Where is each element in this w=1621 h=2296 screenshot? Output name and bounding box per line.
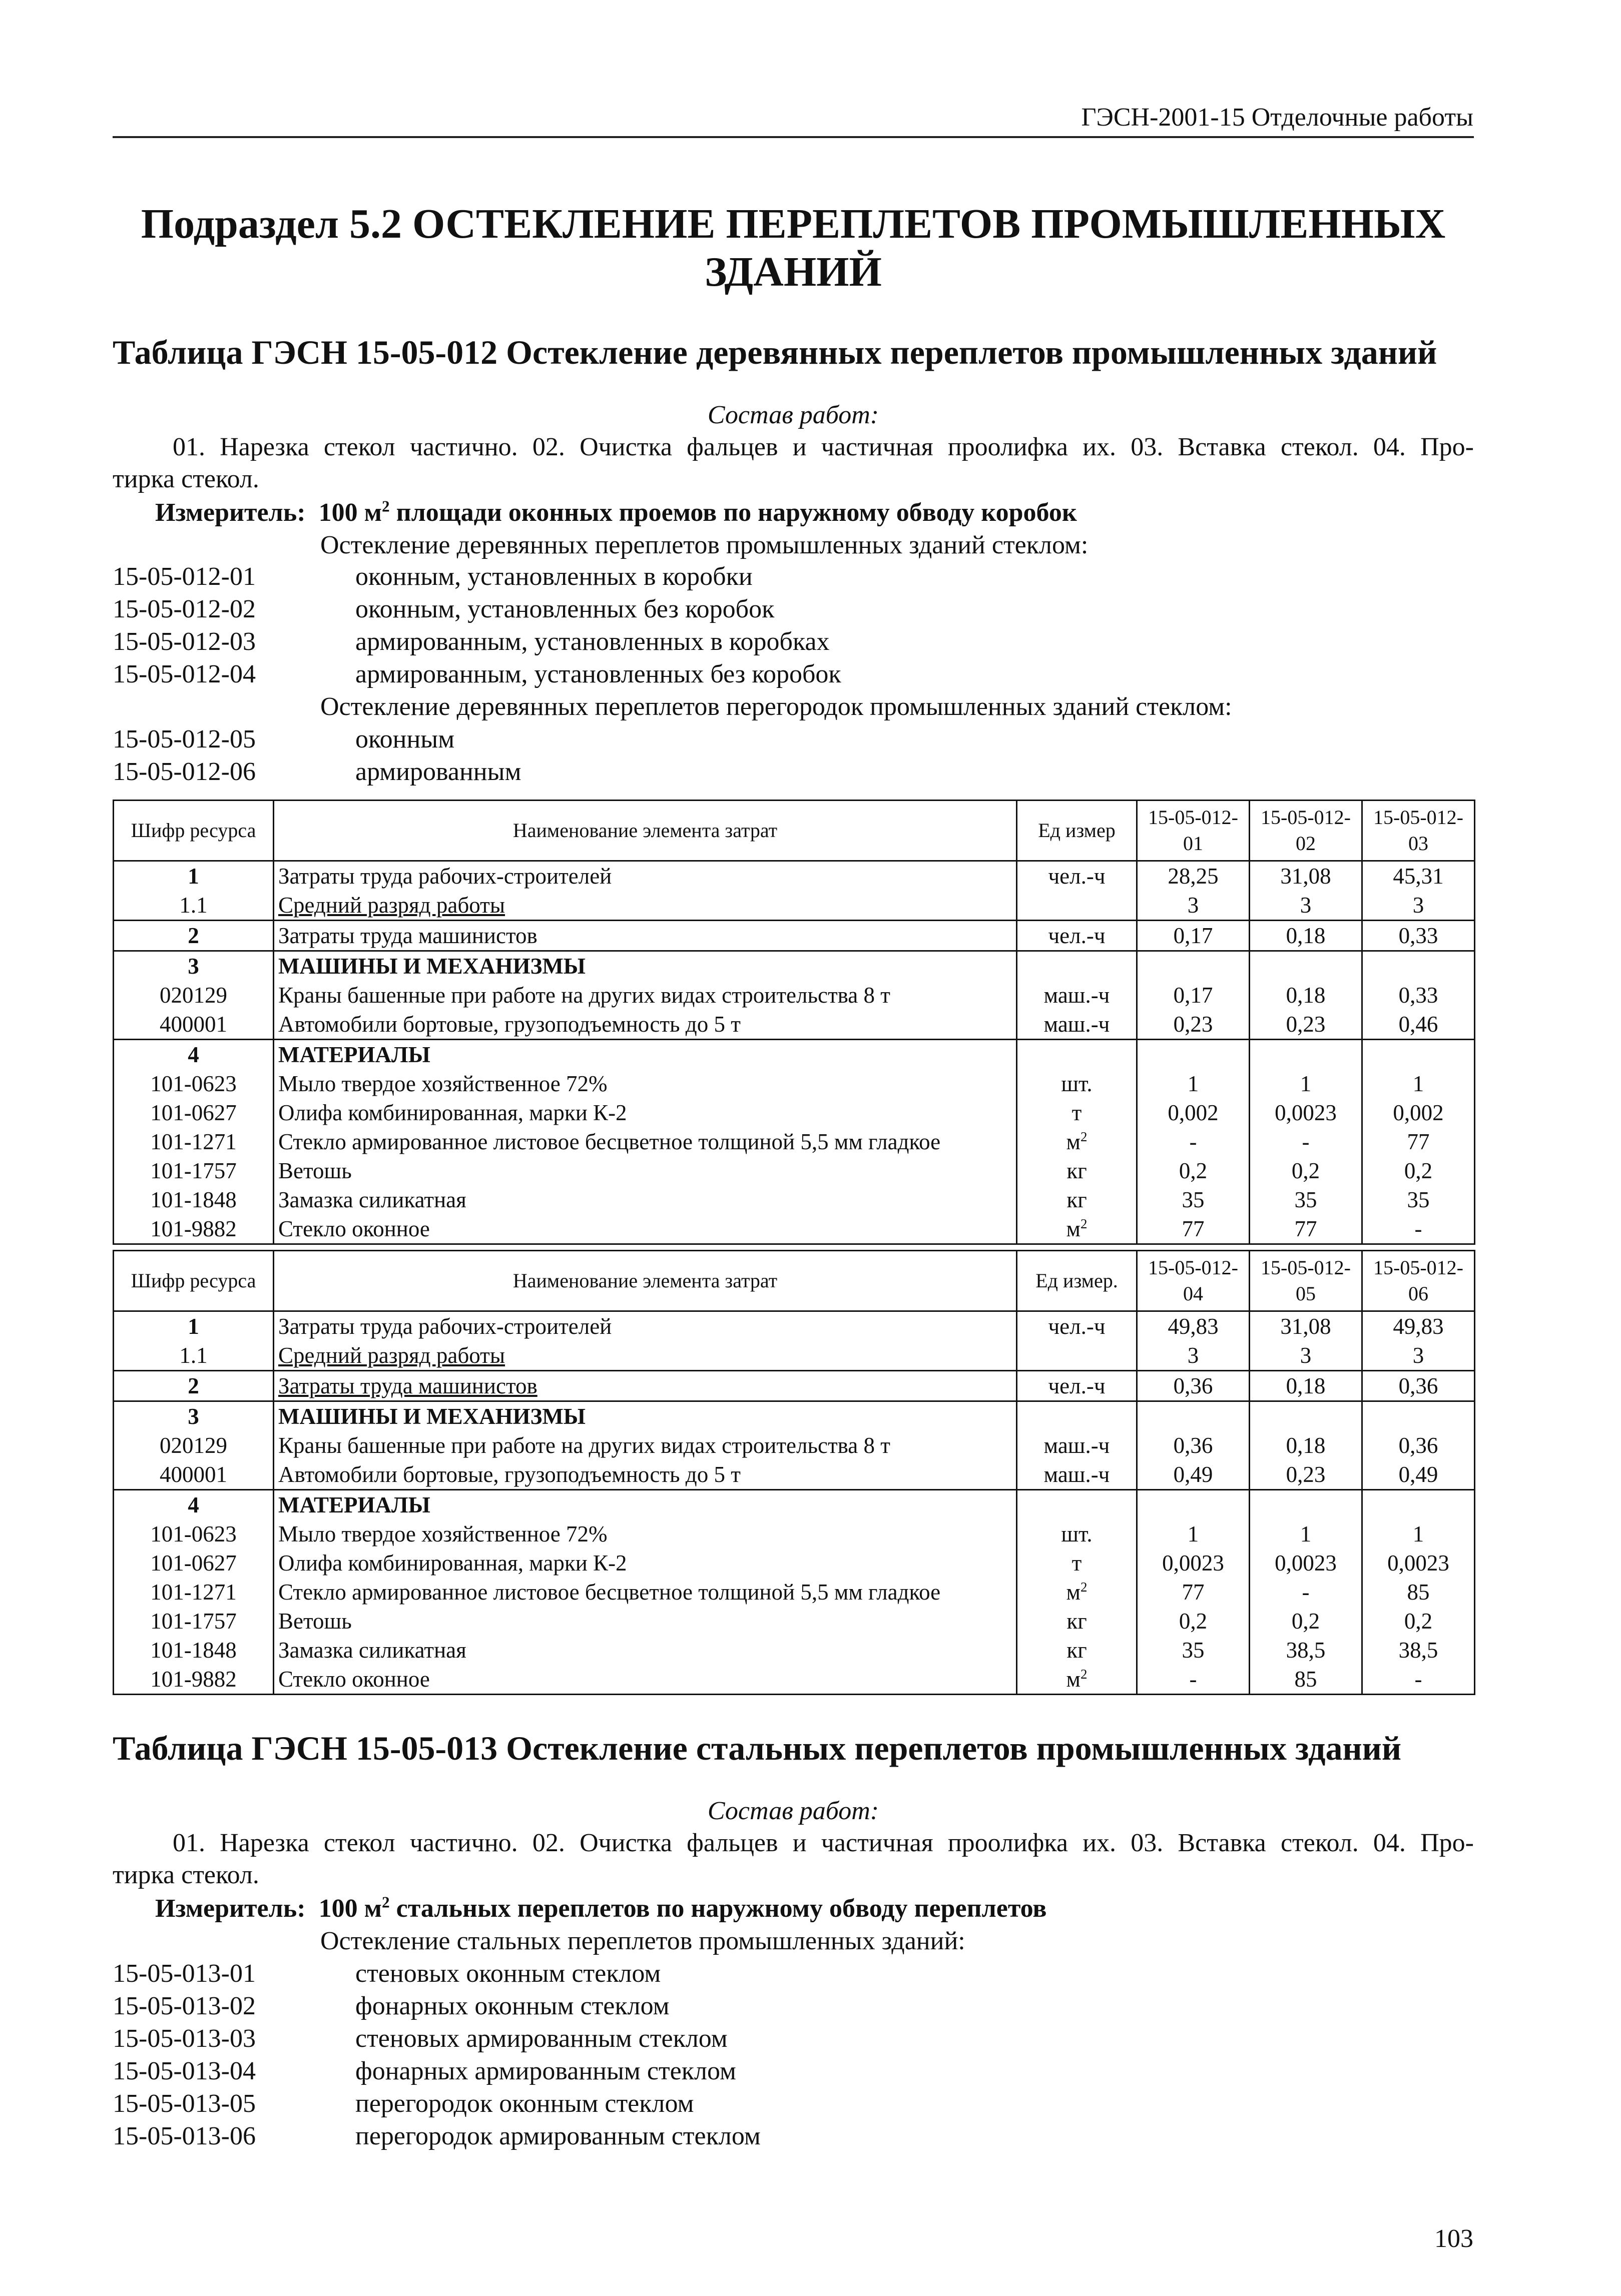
cell-value: 35 — [1137, 1636, 1250, 1665]
subtitle-013: Остекление стальных переплетов промышленных зданий: — [320, 1927, 965, 1955]
cell-unit — [1017, 1490, 1137, 1520]
cell-code: 101-0627 — [114, 1098, 274, 1127]
cell-value: 31,08 — [1250, 861, 1362, 891]
cell-name: Краны башенные при работе на других видах строительства 8 т — [274, 981, 1017, 1010]
sostav-label-012: Состав работ: — [707, 401, 879, 429]
item-desc: оконным, установленных без коробок — [355, 595, 775, 623]
cell-value — [1362, 1040, 1475, 1070]
table-row — [114, 951, 1475, 981]
col-header-unit: Ед измер — [1017, 801, 1137, 861]
table-header-row — [114, 801, 1475, 861]
col-header-norm: 15-05-012-06 — [1362, 1251, 1475, 1311]
cell-value: 77 — [1137, 1578, 1250, 1607]
cell-name: Стекло оконное — [274, 1665, 1017, 1695]
cell-value: 38,5 — [1250, 1636, 1362, 1665]
cell-unit — [1017, 951, 1137, 981]
cell-value: 77 — [1362, 1127, 1475, 1156]
table-row — [114, 1490, 1475, 1520]
cell-unit — [1017, 1401, 1137, 1431]
header-rule — [113, 136, 1474, 138]
cell-code: 3 — [114, 951, 274, 981]
table-row — [114, 1636, 1475, 1665]
cell-code: 101-0623 — [114, 1069, 274, 1098]
cell-unit: $м^2$ — [1017, 1127, 1137, 1156]
cell-value: 0,23 — [1250, 1460, 1362, 1490]
cell-name: Стекло оконное — [274, 1214, 1017, 1244]
cell-code: 1.1 — [114, 891, 274, 921]
item-code: 15-05-013-02 — [113, 1992, 256, 2020]
cell-unit: кг — [1017, 1607, 1137, 1636]
table-row — [114, 1185, 1475, 1214]
item-desc: оконным, установленных в коробки — [355, 562, 753, 591]
item-code: 15-05-012-06 — [113, 757, 256, 786]
cell-value: 0,33 — [1362, 981, 1475, 1010]
cell-code: 3 — [114, 1401, 274, 1431]
subtitle-012-b: Остекление деревянных переплетов перегородок промышленных зданий стеклом: — [320, 692, 1232, 721]
cell-value — [1250, 1490, 1362, 1520]
cell-value: 31,08 — [1250, 1311, 1362, 1341]
col-header-norm: 15-05-012-03 — [1362, 801, 1475, 861]
col-header-code: Шифр ресурса — [114, 801, 274, 861]
cell-name: Стекло армированное листовое бесцветное толщиной 5,5 мм гладкое — [274, 1127, 1017, 1156]
cell-value: 0,0023 — [1250, 1098, 1362, 1127]
cell-value: 0,2 — [1250, 1607, 1362, 1636]
item-desc: перегородок оконным стеклом — [355, 2089, 694, 2118]
cell-code: 020129 — [114, 1431, 274, 1460]
cell-unit: шт. — [1017, 1069, 1137, 1098]
cell-code: 400001 — [114, 1460, 274, 1490]
cell-value: 0,36 — [1137, 1371, 1250, 1401]
cell-value: 3 — [1362, 891, 1475, 921]
section-title-line1: Подраздел 5.2 ОСТЕКЛЕНИЕ ПЕРЕПЛЕТОВ ПРОМЫШЛЕННЫХ — [141, 201, 1446, 247]
running-header: ГЭСН-2001-15 Отделочные работы — [1081, 103, 1473, 132]
section-title-line2: ЗДАНИЙ — [705, 249, 882, 295]
cell-value: - — [1250, 1578, 1362, 1607]
cell-code: 020129 — [114, 981, 274, 1010]
cell-unit: кг — [1017, 1185, 1137, 1214]
cell-name: Затраты труда рабочих-строителей — [274, 861, 1017, 891]
cell-value: 3 — [1250, 1341, 1362, 1371]
cell-value — [1250, 951, 1362, 981]
cell-name: Затраты труда рабочих-строителей — [274, 1311, 1017, 1341]
cell-value: 0,2 — [1137, 1607, 1250, 1636]
cell-value: - — [1137, 1127, 1250, 1156]
page-number: 103 — [1434, 2224, 1473, 2253]
table-013-title: Таблица ГЭСН 15-05-013 Остекление стальных переплетов промышленных зданий — [113, 1729, 1402, 1767]
cell-value: 49,83 — [1362, 1311, 1475, 1341]
cell-group-title: МАТЕРИАЛЫ — [274, 1040, 1017, 1070]
cell-value — [1250, 1040, 1362, 1070]
cell-value: 1 — [1250, 1519, 1362, 1549]
cell-value: 45,31 — [1362, 861, 1475, 891]
cell-unit: $м^2$ — [1017, 1214, 1137, 1244]
cell-value — [1137, 1401, 1250, 1431]
cell-value: 77 — [1250, 1214, 1362, 1244]
cell-value: 1 — [1362, 1069, 1475, 1098]
table-row — [114, 1665, 1475, 1695]
cell-value — [1137, 1490, 1250, 1520]
cell-value: 0,18 — [1250, 981, 1362, 1010]
table-row — [114, 1098, 1475, 1127]
cell-value: 0,2 — [1250, 1156, 1362, 1185]
cell-name: Краны башенные при работе на других видах строительства 8 т — [274, 1431, 1017, 1460]
cell-value: 0,18 — [1250, 1371, 1362, 1401]
cell-value: - — [1137, 1665, 1250, 1695]
cell-value: 85 — [1362, 1578, 1475, 1607]
item-code: 15-05-012-03 — [113, 627, 256, 656]
resource-table-012-b — [113, 1250, 1475, 1695]
cell-value: 77 — [1137, 1214, 1250, 1244]
item-desc: армированным, установленных без коробок — [355, 660, 841, 688]
cell-value: 0,17 — [1137, 981, 1250, 1010]
cell-code: 101-0623 — [114, 1519, 274, 1549]
cell-value: 0,2 — [1362, 1156, 1475, 1185]
cell-unit: $м^2$ — [1017, 1665, 1137, 1695]
sostav-line1-012: 01. Нарезка стекол частично. 02. Очистка фальцев и частичная проолифка их. 03. Вставка стекол. 04. Про- — [173, 433, 1474, 461]
measure-label-013: Измеритель: — [155, 1894, 306, 1923]
cell-name: Замазка силикатная — [274, 1636, 1017, 1665]
sostav-label-013: Состав работ: — [707, 1797, 879, 1825]
cell-value: 0,2 — [1362, 1607, 1475, 1636]
cell-name: Мыло твердое хозяйственное 72% — [274, 1519, 1017, 1549]
cell-unit: чел.-ч — [1017, 1371, 1137, 1401]
measure-line-013 — [155, 1894, 1046, 1923]
cell-code: 101-1271 — [114, 1578, 274, 1607]
cell-code: 101-9882 — [114, 1665, 274, 1695]
item-desc: фонарных оконным стеклом — [355, 1992, 670, 2020]
table-row — [114, 1401, 1475, 1431]
table-row — [114, 1607, 1475, 1636]
col-header-name: Наименование элемента затрат — [274, 801, 1017, 861]
col-header-norm: 15-05-012-05 — [1250, 1251, 1362, 1311]
cell-code: 1 — [114, 861, 274, 891]
col-header-unit: Ед измер. — [1017, 1251, 1137, 1311]
cell-code: 101-1757 — [114, 1607, 274, 1636]
item-desc: фонарных армированным стеклом — [355, 2057, 736, 2085]
col-header-name: Наименование элемента затрат — [274, 1251, 1017, 1311]
item-code: 15-05-012-04 — [113, 660, 256, 688]
table-row — [114, 1069, 1475, 1098]
table-row — [114, 1341, 1475, 1371]
col-header-norm: 15-05-012-04 — [1137, 1251, 1250, 1311]
table-row — [114, 981, 1475, 1010]
cell-name: Автомобили бортовые, грузоподъемность до 5 т — [274, 1010, 1017, 1040]
table-row — [114, 1127, 1475, 1156]
cell-unit — [1017, 1341, 1137, 1371]
cell-code: 2 — [114, 1371, 274, 1401]
cell-code: 101-9882 — [114, 1214, 274, 1244]
col-header-norm: 15-05-012-01 — [1137, 801, 1250, 861]
cell-unit: шт. — [1017, 1519, 1137, 1549]
measure-value-012: 100 $м^2$ площади оконных проемов по наружному обводу коробок — [318, 497, 1077, 527]
col-header-norm: 15-05-012-02 — [1250, 801, 1362, 861]
cell-value: 49,83 — [1137, 1311, 1250, 1341]
item-desc: армированным, установленных в коробках — [355, 627, 830, 656]
cell-unit: чел.-ч — [1017, 1311, 1137, 1341]
cell-value: 0,2 — [1137, 1156, 1250, 1185]
measure-value-013: 100 $м^2$ стальных переплетов по наружному обводу переплетов — [318, 1893, 1047, 1923]
cell-value: 38,5 — [1362, 1636, 1475, 1665]
cell-value: 0,17 — [1137, 921, 1250, 951]
cell-unit: кг — [1017, 1156, 1137, 1185]
cell-group-title: МАШИНЫ И МЕХАНИЗМЫ — [274, 951, 1017, 981]
cell-code: 1.1 — [114, 1341, 274, 1371]
col-header-code: Шифр ресурса — [114, 1251, 274, 1311]
item-code: 15-05-012-01 — [113, 562, 256, 591]
cell-unit: маш.-ч — [1017, 1460, 1137, 1490]
cell-value — [1137, 1040, 1250, 1070]
cell-code: 4 — [114, 1490, 274, 1520]
table-row — [114, 1578, 1475, 1607]
table-row — [114, 921, 1475, 951]
cell-group-title: МАШИНЫ И МЕХАНИЗМЫ — [274, 1401, 1017, 1431]
cell-value: 0,0023 — [1250, 1549, 1362, 1578]
cell-value: 35 — [1137, 1185, 1250, 1214]
cell-unit: кг — [1017, 1636, 1137, 1665]
cell-name: Ветошь — [274, 1607, 1017, 1636]
cell-value: 1 — [1362, 1519, 1475, 1549]
cell-name: Ветошь — [274, 1156, 1017, 1185]
cell-unit: чел.-ч — [1017, 921, 1137, 951]
cell-name: Замазка силикатная — [274, 1185, 1017, 1214]
cell-value: 35 — [1250, 1185, 1362, 1214]
measure-line-012 — [155, 498, 1077, 527]
item-code: 15-05-013-01 — [113, 1959, 256, 1988]
cell-value: - — [1250, 1127, 1362, 1156]
cell-value: 0,0023 — [1137, 1549, 1250, 1578]
cell-value — [1250, 1401, 1362, 1431]
table-row — [114, 861, 1475, 891]
cell-value — [1362, 1490, 1475, 1520]
cell-code: 2 — [114, 921, 274, 951]
cell-code: 400001 — [114, 1010, 274, 1040]
cell-name: Олифа комбинированная, марки К-2 — [274, 1098, 1017, 1127]
table-row — [114, 1214, 1475, 1244]
table-row — [114, 1431, 1475, 1460]
cell-value: 0,36 — [1137, 1431, 1250, 1460]
cell-value: 0,002 — [1362, 1098, 1475, 1127]
cell-unit — [1017, 1040, 1137, 1070]
cell-name: Мыло твердое хозяйственное 72% — [274, 1069, 1017, 1098]
item-desc: стеновых армированным стеклом — [355, 2024, 728, 2053]
cell-name: Олифа комбинированная, марки К-2 — [274, 1549, 1017, 1578]
cell-code: 101-1757 — [114, 1156, 274, 1185]
sostav-line1-013: 01. Нарезка стекол частично. 02. Очистка фальцев и частичная проолифка их. 03. Вставка стекол. 04. Про- — [173, 1829, 1474, 1857]
cell-value: 0,46 — [1362, 1010, 1475, 1040]
cell-value: 1 — [1137, 1519, 1250, 1549]
cell-unit: маш.-ч — [1017, 1010, 1137, 1040]
resource-table-012-a — [113, 800, 1475, 1245]
cell-value: 3 — [1362, 1341, 1475, 1371]
cell-value: 1 — [1137, 1069, 1250, 1098]
cell-value: 0,23 — [1137, 1010, 1250, 1040]
cell-value — [1362, 1401, 1475, 1431]
item-desc: перегородок армированным стеклом — [355, 2122, 761, 2150]
cell-value: 0,18 — [1250, 921, 1362, 951]
cell-value: 0,36 — [1362, 1371, 1475, 1401]
table-row — [114, 891, 1475, 921]
cell-unit: маш.-ч — [1017, 981, 1137, 1010]
cell-name: Автомобили бортовые, грузоподъемность до 5 т — [274, 1460, 1017, 1490]
item-code: 15-05-012-02 — [113, 595, 256, 623]
table-row — [114, 1371, 1475, 1401]
cell-unit: т — [1017, 1098, 1137, 1127]
subtitle-012-a: Остекление деревянных переплетов промышленных зданий стеклом: — [320, 531, 1089, 559]
cell-value: 0,23 — [1250, 1010, 1362, 1040]
cell-value: 0,33 — [1362, 921, 1475, 951]
cell-code: 101-1271 — [114, 1127, 274, 1156]
cell-unit — [1017, 891, 1137, 921]
cell-value: 0,36 — [1362, 1431, 1475, 1460]
cell-value: 1 — [1250, 1069, 1362, 1098]
cell-code: 1 — [114, 1311, 274, 1341]
table-row — [114, 1519, 1475, 1549]
cell-value — [1137, 951, 1250, 981]
table-row — [114, 1040, 1475, 1070]
cell-value: - — [1362, 1665, 1475, 1695]
table-row — [114, 1460, 1475, 1490]
table-header-row — [114, 1251, 1475, 1311]
cell-value: 35 — [1362, 1185, 1475, 1214]
table-row — [114, 1549, 1475, 1578]
cell-name: Средний разряд работы — [274, 891, 1017, 921]
item-desc: армированным — [355, 757, 521, 786]
item-desc: оконным — [355, 725, 455, 753]
cell-name: Затраты труда машинистов — [274, 1371, 1017, 1401]
sostav-line2-013: тирка стекол. — [113, 1861, 259, 1889]
cell-name: Затраты труда машинистов — [274, 921, 1017, 951]
cell-value: 3 — [1250, 891, 1362, 921]
cell-unit: т — [1017, 1549, 1137, 1578]
cell-value: 3 — [1137, 1341, 1250, 1371]
item-code: 15-05-013-06 — [113, 2122, 256, 2150]
cell-value: 3 — [1137, 891, 1250, 921]
item-desc: стеновых оконным стеклом — [355, 1959, 661, 1988]
cell-name: Стекло армированное листовое бесцветное толщиной 5,5 мм гладкое — [274, 1578, 1017, 1607]
cell-value: - — [1362, 1214, 1475, 1244]
cell-value: 0,49 — [1137, 1460, 1250, 1490]
cell-group-title: МАТЕРИАЛЫ — [274, 1490, 1017, 1520]
cell-unit: $м^2$ — [1017, 1578, 1137, 1607]
table-row — [114, 1311, 1475, 1341]
item-code: 15-05-012-05 — [113, 725, 256, 753]
cell-value: 85 — [1250, 1665, 1362, 1695]
cell-value: 0,0023 — [1362, 1549, 1475, 1578]
item-code: 15-05-013-04 — [113, 2057, 256, 2085]
cell-value: 0,002 — [1137, 1098, 1250, 1127]
item-code: 15-05-013-05 — [113, 2089, 256, 2118]
item-code: 15-05-013-03 — [113, 2024, 256, 2053]
table-row — [114, 1156, 1475, 1185]
table-row — [114, 1010, 1475, 1040]
cell-value: 0,49 — [1362, 1460, 1475, 1490]
cell-code: 101-1848 — [114, 1185, 274, 1214]
cell-code: 101-1848 — [114, 1636, 274, 1665]
sostav-line2-012: тирка стекол. — [113, 465, 259, 493]
cell-unit: маш.-ч — [1017, 1431, 1137, 1460]
cell-value — [1362, 951, 1475, 981]
table-012-title: Таблица ГЭСН 15-05-012 Остекление деревянных переплетов промышленных зданий — [113, 333, 1437, 371]
measure-label-012: Измеритель: — [155, 498, 306, 527]
cell-code: 101-0627 — [114, 1549, 274, 1578]
cell-code: 4 — [114, 1040, 274, 1070]
sostav-text-013 — [113, 1827, 1474, 1891]
cell-value: 28,25 — [1137, 861, 1250, 891]
sostav-text-012 — [113, 431, 1474, 495]
cell-name: Средний разряд работы — [274, 1341, 1017, 1371]
cell-unit: чел.-ч — [1017, 861, 1137, 891]
cell-value: 0,18 — [1250, 1431, 1362, 1460]
